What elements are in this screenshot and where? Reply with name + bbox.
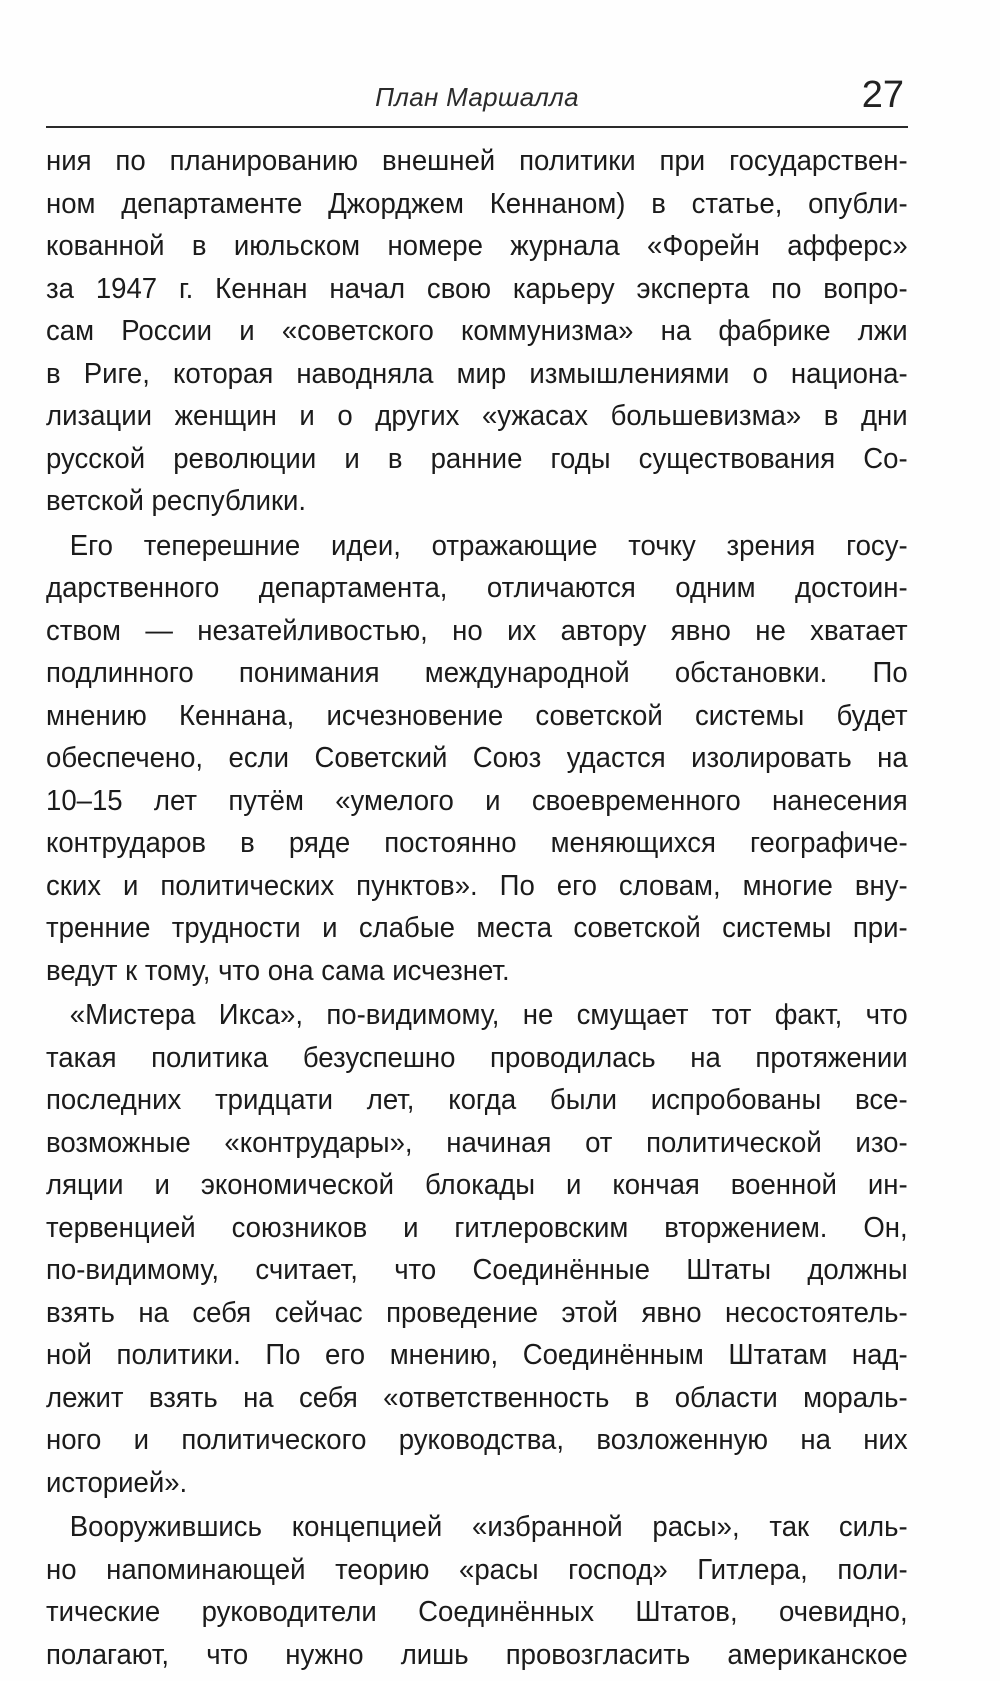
text-line: тренние трудности и слабые места советской системы при-	[46, 912, 908, 944]
text-line: Вооружившись концепцией «избранной расы», так силь-	[69, 1511, 908, 1543]
text-line: ством — незатейливостью, но их автору явно не хватает	[46, 614, 908, 647]
text-line: ния по планированию внешней политики при государствен-	[46, 145, 908, 177]
text-line: «Мистера Икса», по-видимому, не смущает тот факт, что	[69, 999, 908, 1031]
text-line: ветской республики.	[46, 485, 307, 517]
text-line: лизации женщин и о других «ужасах большевизма» в дни	[46, 400, 908, 432]
text-line: дарственного департамента, отличаются одним достоин-	[46, 572, 908, 604]
text-line: но напоминающей теорию «расы господ» Гитлера, поли-	[46, 1553, 908, 1586]
text-line: такая политика безуспешно проводилась на протяжении	[46, 1041, 908, 1074]
text-line: сам России и «советского коммунизма» на фабрике лжи	[46, 315, 908, 347]
page-number: 27	[861, 74, 904, 116]
text-line: кованной в июльском номере журнала «Форейн афферс»	[46, 230, 908, 262]
text-line: ляции и экономической блокады и кончая военной ин-	[46, 1169, 908, 1201]
text-line: подлинного понимания международной обстановки. По	[46, 657, 908, 689]
text-line: историей».	[46, 1466, 188, 1499]
text-line: взять на себя сейчас проведение этой явно несостоятель-	[46, 1296, 908, 1329]
body-text	[46, 140, 908, 1676]
paragraph	[46, 525, 908, 993]
text-line: Его теперешние идеи, отражающие точку зрения госу-	[69, 529, 908, 562]
text-line: по-видимому, считает, что Соединённые Штаты должны	[46, 1254, 908, 1286]
text-line: мнению Кеннана, исчезновение советской системы будет	[46, 699, 908, 732]
text-line: русской революции и в ранние годы существования Со-	[46, 442, 908, 475]
text-line: обеспечено, если Советский Союз удастся изолировать на	[46, 742, 908, 774]
paragraph	[46, 140, 908, 523]
paragraph	[46, 1506, 908, 1676]
text-line: ном департаменте Джорджем Кеннаном) в статье, опубли-	[46, 187, 908, 220]
text-line: полагают, что нужно лишь провозгласить американское	[46, 1638, 908, 1671]
text-line: за 1947 г. Кеннан начал свою карьеру эксперта по вопро-	[46, 272, 908, 305]
text-line: ного и политического руководства, возложенную на них	[46, 1424, 908, 1456]
text-line: возможные «контрудары», начиная от политической изо-	[46, 1126, 908, 1159]
running-title: План Маршалла	[375, 82, 579, 112]
text-line: лежит взять на себя «ответственность в области мораль-	[46, 1381, 908, 1414]
text-line: тервенцией союзников и гитлеровским вторжением. Он,	[46, 1211, 908, 1244]
text-line: в Риге, которая наводняла мир измышлениями о национа-	[46, 357, 908, 390]
text-line: ведут к тому, что она сама исчезнет.	[46, 954, 510, 987]
text-line: ских и политических пунктов». По его словам, многие вну-	[46, 869, 908, 902]
text-line: тические руководители Соединённых Штатов, очевидно,	[46, 1596, 908, 1628]
text-line: последних тридцати лет, когда были испробованы все-	[46, 1084, 908, 1116]
paragraph	[46, 994, 908, 1504]
text-line: контрударов в ряде постоянно меняющихся географиче-	[46, 827, 908, 859]
text-line: 10–15 лет путём «умелого и своевременного нанесения	[46, 784, 908, 817]
text-line: ной политики. По его мнению, Соединённым Штатам над-	[46, 1339, 908, 1371]
running-header	[46, 76, 908, 128]
